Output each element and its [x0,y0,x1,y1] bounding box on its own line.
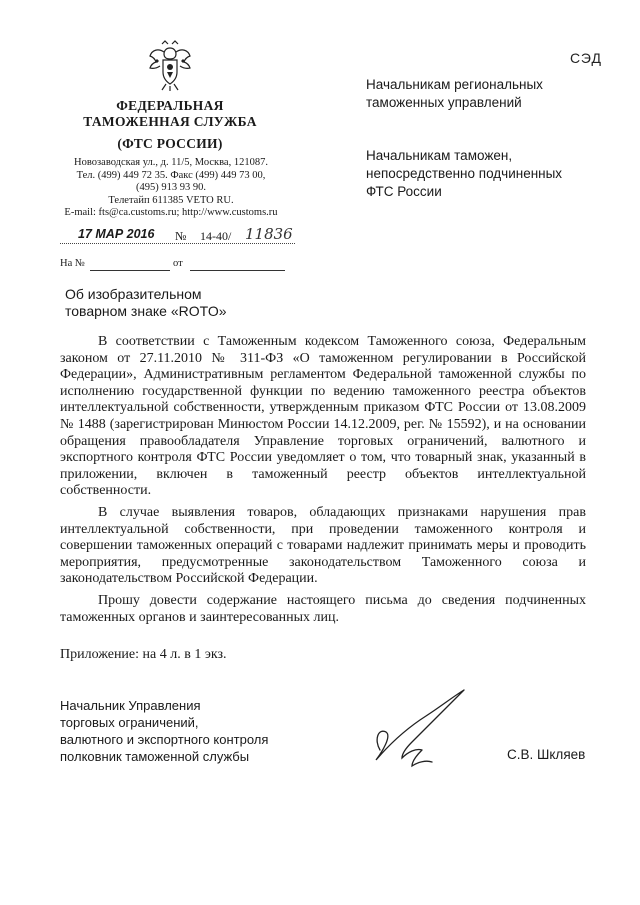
signatory-title-line: полковник таможенной службы [60,749,250,764]
registration-number-prefix: 14-40/ [200,229,232,243]
contacts-teletype: Телетайп 611385 VETO RU. [108,194,234,206]
reference-line [60,258,295,272]
signatory-title [60,697,268,765]
signatory-title-line: Начальник Управления [60,698,201,713]
reference-date-label: от [173,258,183,269]
letter-subject [65,286,227,319]
handwritten-signature [352,680,472,780]
registration-divider [60,243,295,244]
registration-number-label: № [175,229,187,243]
agency-name-line2: ТАМОЖЕННАЯ СЛУЖБА [83,114,257,129]
registration-line [60,225,295,247]
agency-contacts [52,157,290,220]
contacts-address: Новозаводская ул., д. 11/5, Москва, 121087. [74,157,268,168]
addressee-line: Начальникам таможен, [366,148,513,163]
contacts-email: E-mail: fts@ca.customs.ru; http://www.customs.ru [64,207,278,219]
addressee-line: таможенных управлений [366,95,522,110]
sed-mark: СЭД [569,50,602,66]
body-paragraph: В случае выявления товаров, обладающих признаками нарушения прав интеллектуальной собственности, при проведении таможенного контроля и совершении таможенных операций с товарами надлежит принимать меры и проводить мероприятия, предусмотренные законодательством Таможенного союза и законодательством Российской Федерации. [60,504,586,587]
subject-line: товарном знаке «ROTO» [65,302,227,319]
addressee-customs [366,147,562,201]
registration-date-stamp: 17 МАР 2016 [78,227,155,241]
agency-name [60,98,280,152]
addressee-regional [366,76,543,112]
reference-number-blank [90,270,170,271]
body-paragraph: В соответствии с Таможенным кодексом Таможенного союза, Федеральным законом от 27.11.2010 № 311-ФЗ «О таможенном регулировании в Российской Федерации», Административным регламентом Федеральной таможенной службы по исполнению государственной функции по ведению таможенного реестра объектов интеллектуальной собственности, утвержденным приказом ФТС России от 13.08.2009 № 1488 (зарегистрирован Минюстом России 14.12.2009, рег. № 15592), и на основании обращения правообладателя Управление торговых ограничений, валютного и экспортного контроля ФТС России уведомляет о том, что товарный знак, указанный в приложении, включен в таможенный реестр объектов интеллектуальной собственности. [60,334,586,499]
contacts-phone: Тел. (499) 449 72 35. Факс (499) 449 73 00, [76,169,266,181]
addressee-line: ФТС России [366,184,442,199]
letter-body [60,334,586,626]
reference-number-label: На № [60,258,85,269]
contacts-phone-2: (495) 913 93 90. [136,182,206,194]
attachment-note: Приложение: на 4 л. в 1 экз. [60,647,227,662]
addressee-line: непосредственно подчиненных [366,166,563,181]
signatory-title-line: торговых ограничений, [60,715,199,730]
subject-line: Об изобразительном [65,286,202,302]
signatory-title-line: валютного и экспортного контроля [60,732,269,747]
signatory-name: С.В. Шкляев [507,747,586,762]
agency-name-line1: ФЕДЕРАЛЬНАЯ [116,98,224,113]
addressee-line: Начальникам региональных [366,77,543,92]
coat-of-arms-emblem [148,40,192,92]
body-paragraph: Прошу довести содержание настоящего письма до сведения подчиненных таможенных органов и заинтересованных лиц. [60,592,586,625]
registration-number-handwritten: 11836 [245,225,293,243]
reference-date-blank [190,270,285,271]
agency-short-name: (ФТС РОССИИ) [117,136,223,151]
